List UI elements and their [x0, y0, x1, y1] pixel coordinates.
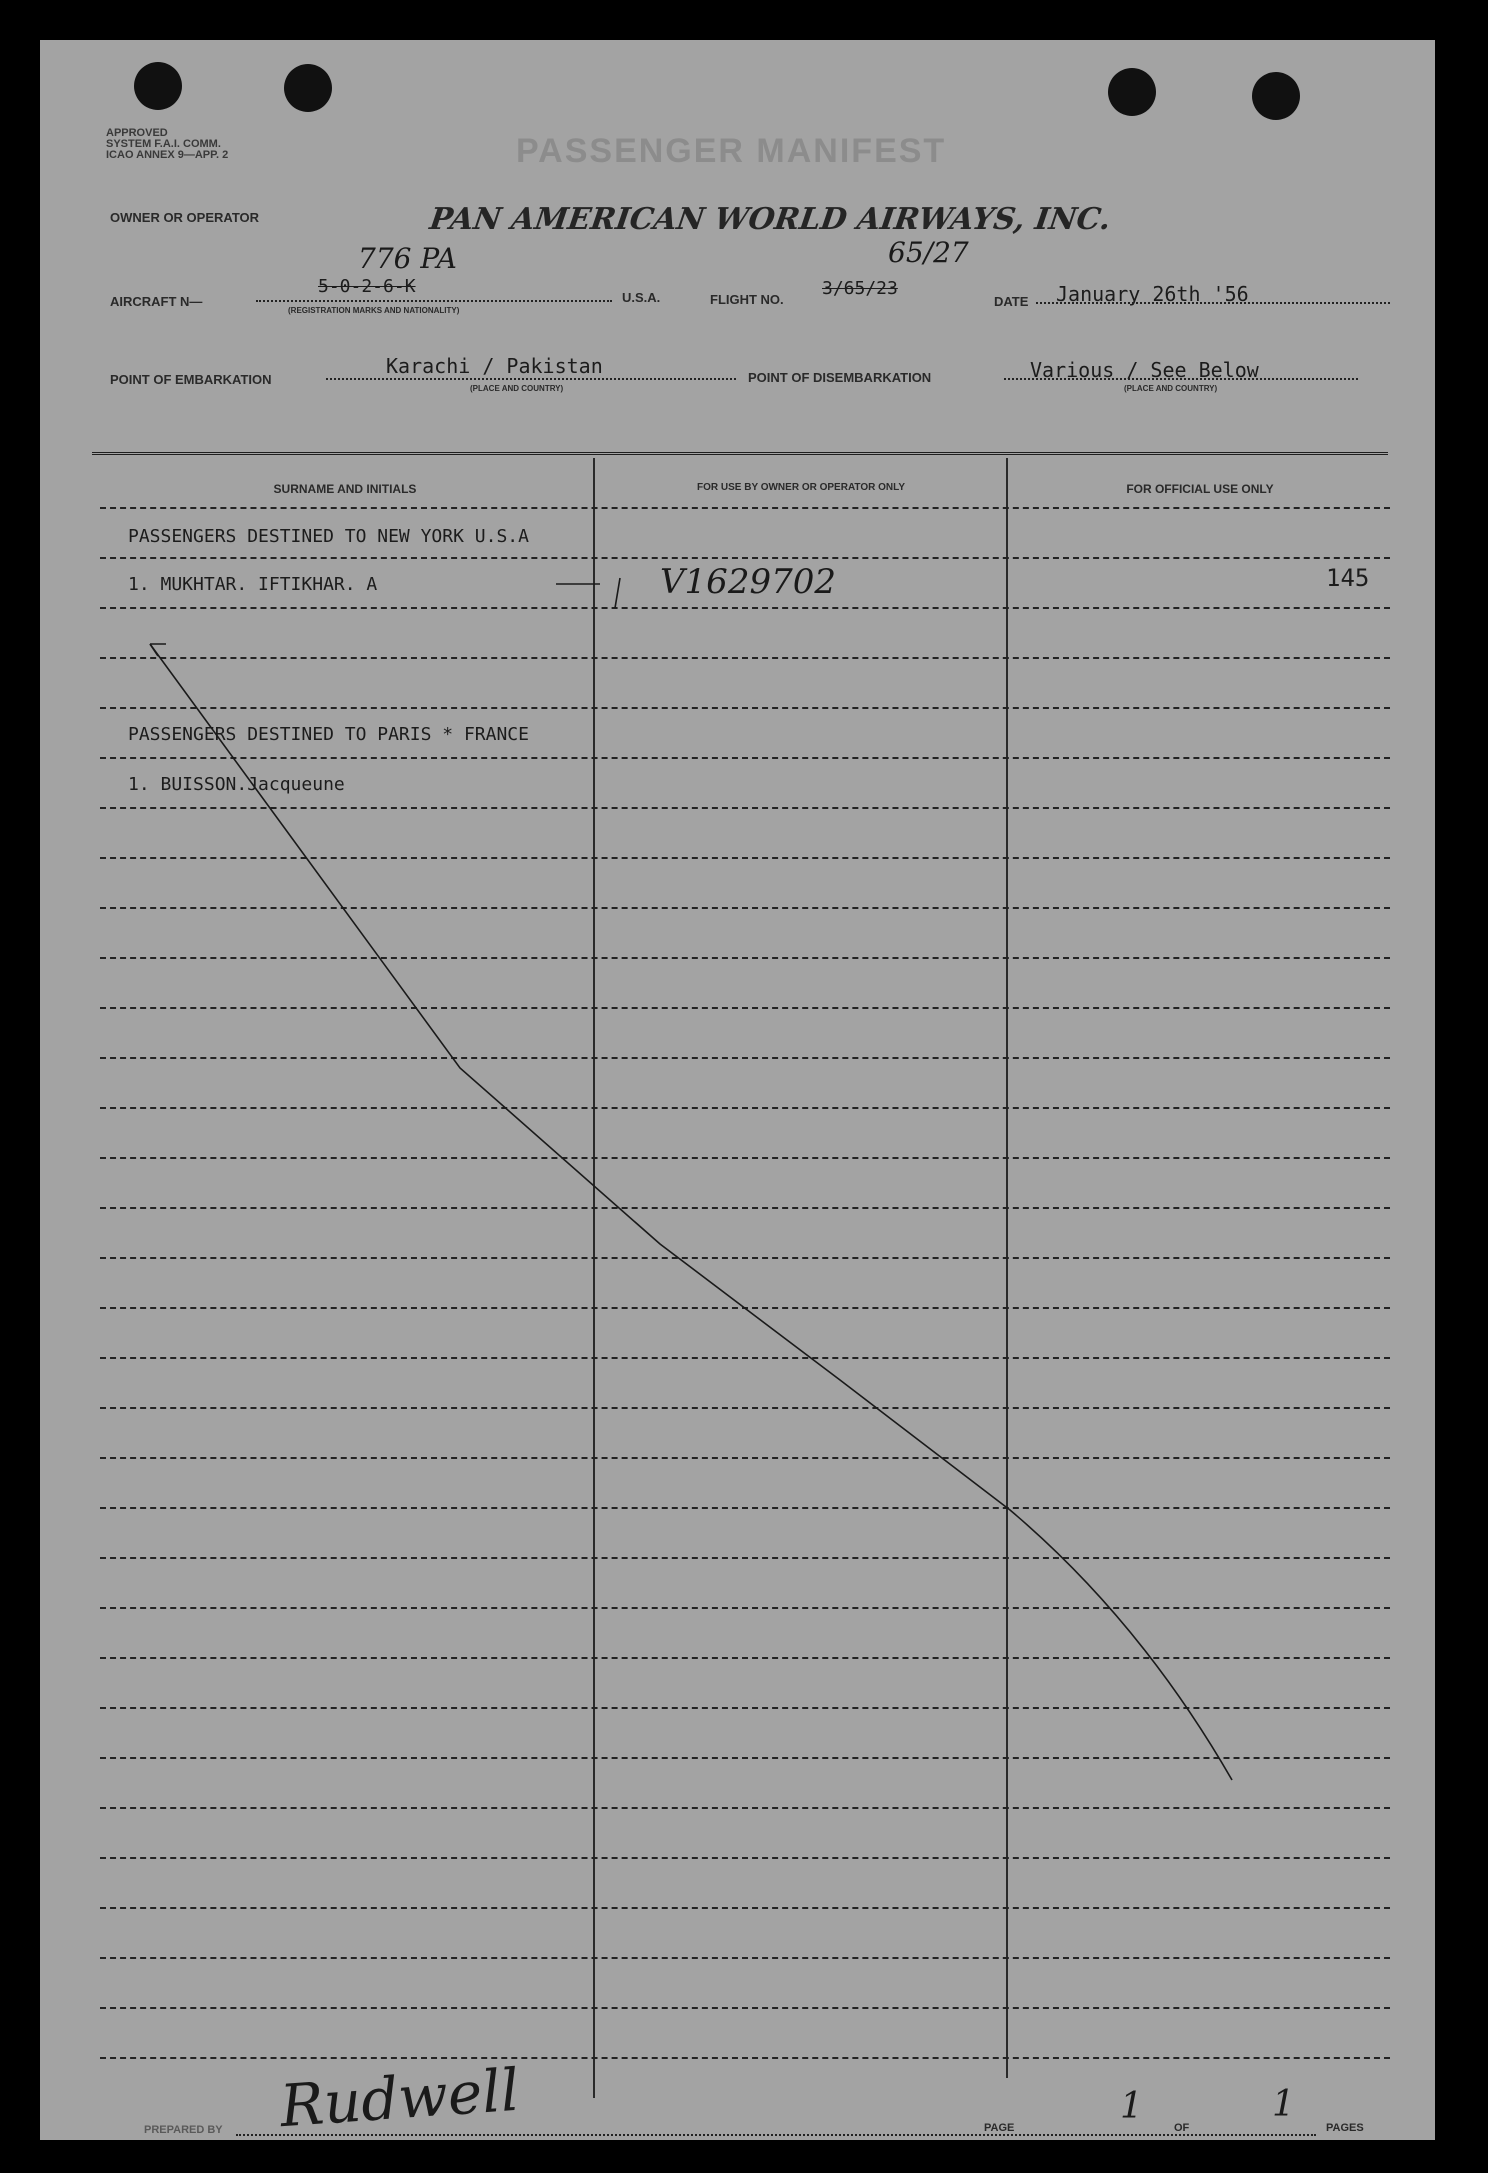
- approval-line: ICAO ANNEX 9—APP. 2: [106, 149, 229, 161]
- disembarkation-value: Various / See Below: [1030, 358, 1259, 382]
- embarkation-value: Karachi / Pakistan: [386, 354, 603, 378]
- column-header-official: FOR OFFICIAL USE ONLY: [1126, 482, 1274, 496]
- embarkation-caption: (PLACE AND COUNTRY): [470, 384, 564, 393]
- flight-label: FLIGHT NO.: [710, 292, 784, 307]
- operator-name: PAN AMERICAN WORLD AIRWAYS, INC.: [427, 202, 1113, 237]
- of-label: OF: [1174, 2122, 1190, 2134]
- date-value: January 26th '56: [1056, 282, 1249, 306]
- passenger-official-number: 145: [1326, 564, 1370, 592]
- page-number: 1: [1120, 2086, 1143, 2127]
- disembarkation-label: POINT OF DISEMBARKATION: [748, 370, 932, 385]
- approval-line: APPROVED: [106, 127, 168, 139]
- cancellation-stroke: [40, 40, 1435, 2140]
- owner-label: OWNER OR OPERATOR: [110, 210, 260, 225]
- flight-struck: 3/65/23: [822, 278, 898, 299]
- aircraft-handwritten: 776 PA: [358, 242, 457, 275]
- form-title: PASSENGER MANIFEST: [516, 132, 947, 170]
- signature: Rudwell: [277, 2055, 522, 2140]
- passenger-name: 1. MUKHTAR. IFTIKHAR. A: [128, 574, 378, 595]
- embarkation-label: POINT OF EMBARKATION: [110, 372, 272, 387]
- aircraft-label: AIRCRAFT N—: [110, 294, 203, 309]
- date-label: DATE: [994, 294, 1029, 309]
- usa-label: U.S.A.: [622, 290, 661, 305]
- column-header-operator: FOR USE BY OWNER OR OPERATOR ONLY: [697, 482, 905, 493]
- approval-line: SYSTEM F.A.I. COMM.: [106, 138, 221, 150]
- page-label: PAGE: [984, 2122, 1015, 2134]
- disembarkation-caption: (PLACE AND COUNTRY): [1124, 384, 1218, 393]
- column-header-surname: SURNAME AND INITIALS: [273, 482, 417, 496]
- group-heading: PASSENGERS DESTINED TO NEW YORK U.S.A: [128, 526, 529, 547]
- footer-line: [236, 2134, 1316, 2136]
- prepared-by-label: PREPARED BY: [144, 2124, 223, 2136]
- passenger-operator-note: V1629702: [660, 562, 836, 602]
- pages-label: PAGES: [1326, 2122, 1364, 2134]
- flight-handwritten: 65/27: [888, 236, 969, 269]
- group-heading: PASSENGERS DESTINED TO PARIS * FRANCE: [128, 724, 529, 745]
- manifest-page: [40, 40, 1435, 2140]
- passenger-name: 1. BUISSON.Jacqueune: [128, 774, 345, 795]
- registration-caption: (REGISTRATION MARKS AND NATIONALITY): [288, 306, 460, 315]
- aircraft-struck: 5-0-2-6-K: [318, 276, 416, 297]
- page-total: 1: [1272, 2084, 1295, 2125]
